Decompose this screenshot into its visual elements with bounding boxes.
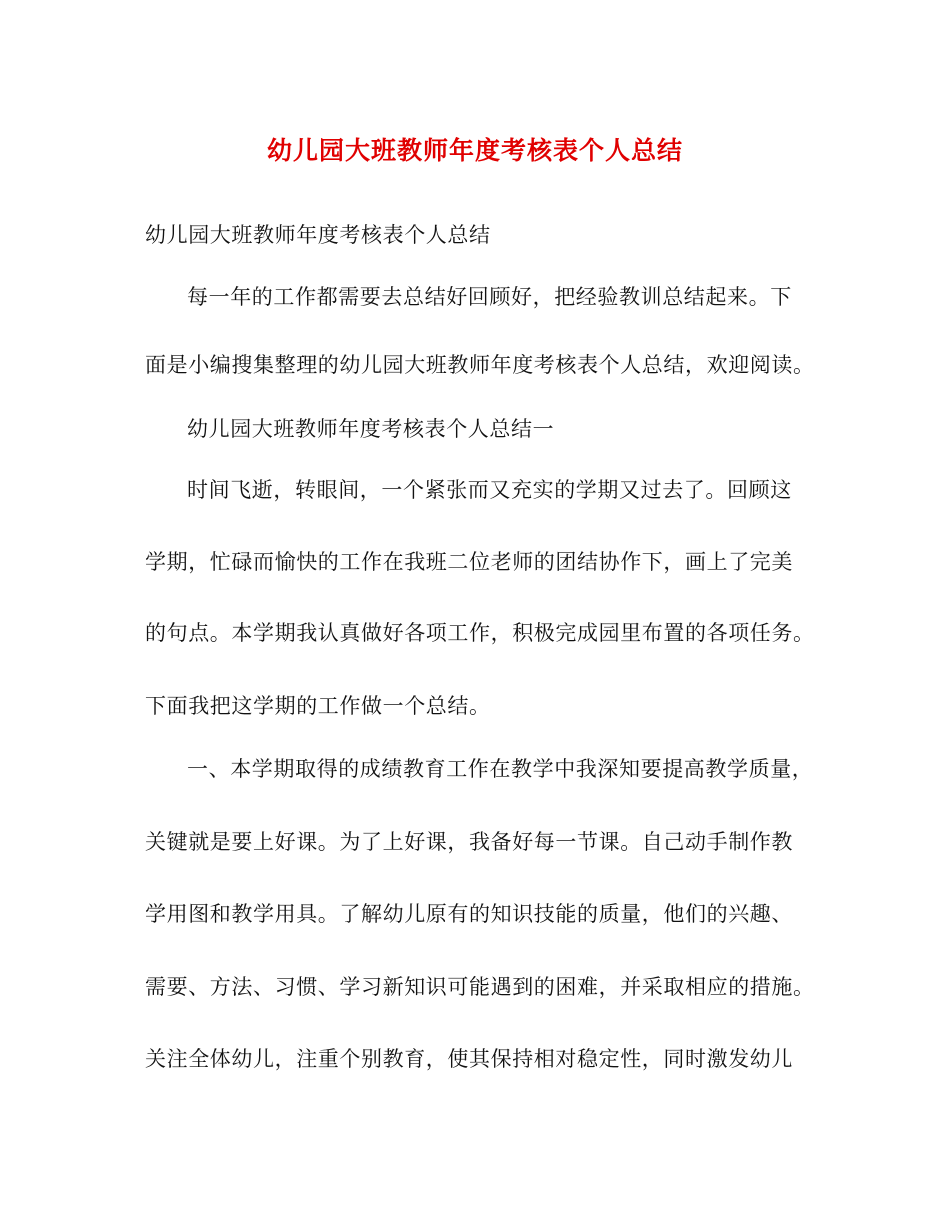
subtitle-line: 幼儿园大班教师年度考核表个人总结 [145, 223, 491, 247]
paragraph-line: 需要、方法、习惯、学习新知识可能遇到的困难，并采取相应的措施。 [145, 975, 815, 999]
document-title: 幼儿园大班教师年度考核表个人总结 [266, 136, 683, 165]
paragraph-line: 的句点。本学期我认真做好各项工作，积极完成园里布置的各项任务。 [145, 621, 815, 645]
paragraph-line: 下面我把这学期的工作做一个总结。 [145, 694, 491, 718]
paragraph-line: 每一年的工作都需要去总结好回顾好，把经验教训总结起来。下 [187, 285, 792, 309]
section-heading: 幼儿园大班教师年度考核表个人总结一 [187, 417, 555, 441]
paragraph-line: 关注全体幼儿，注重个别教育，使其保持相对稳定性，同时激发幼儿 [145, 1047, 793, 1071]
paragraph-line: 面是小编搜集整理的幼儿园大班教师年度考核表个人总结，欢迎阅读。 [145, 353, 815, 377]
paragraph-line: 一、本学期取得的成绩教育工作在教学中我深知要提高教学质量， [187, 757, 814, 781]
paragraph-line: 学期，忙碌而愉快的工作在我班二位老师的团结协作下，画上了完美 [145, 550, 793, 574]
paragraph-line: 关键就是要上好课。为了上好课，我备好每一节课。自己动手制作教 [145, 830, 793, 854]
paragraph-line: 学用图和教学用具。了解幼儿原有的知识技能的质量，他们的兴趣、 [145, 902, 793, 926]
paragraph-line: 时间飞逝，转眼间，一个紧张而又充实的学期又过去了。回顾这 [187, 478, 792, 502]
